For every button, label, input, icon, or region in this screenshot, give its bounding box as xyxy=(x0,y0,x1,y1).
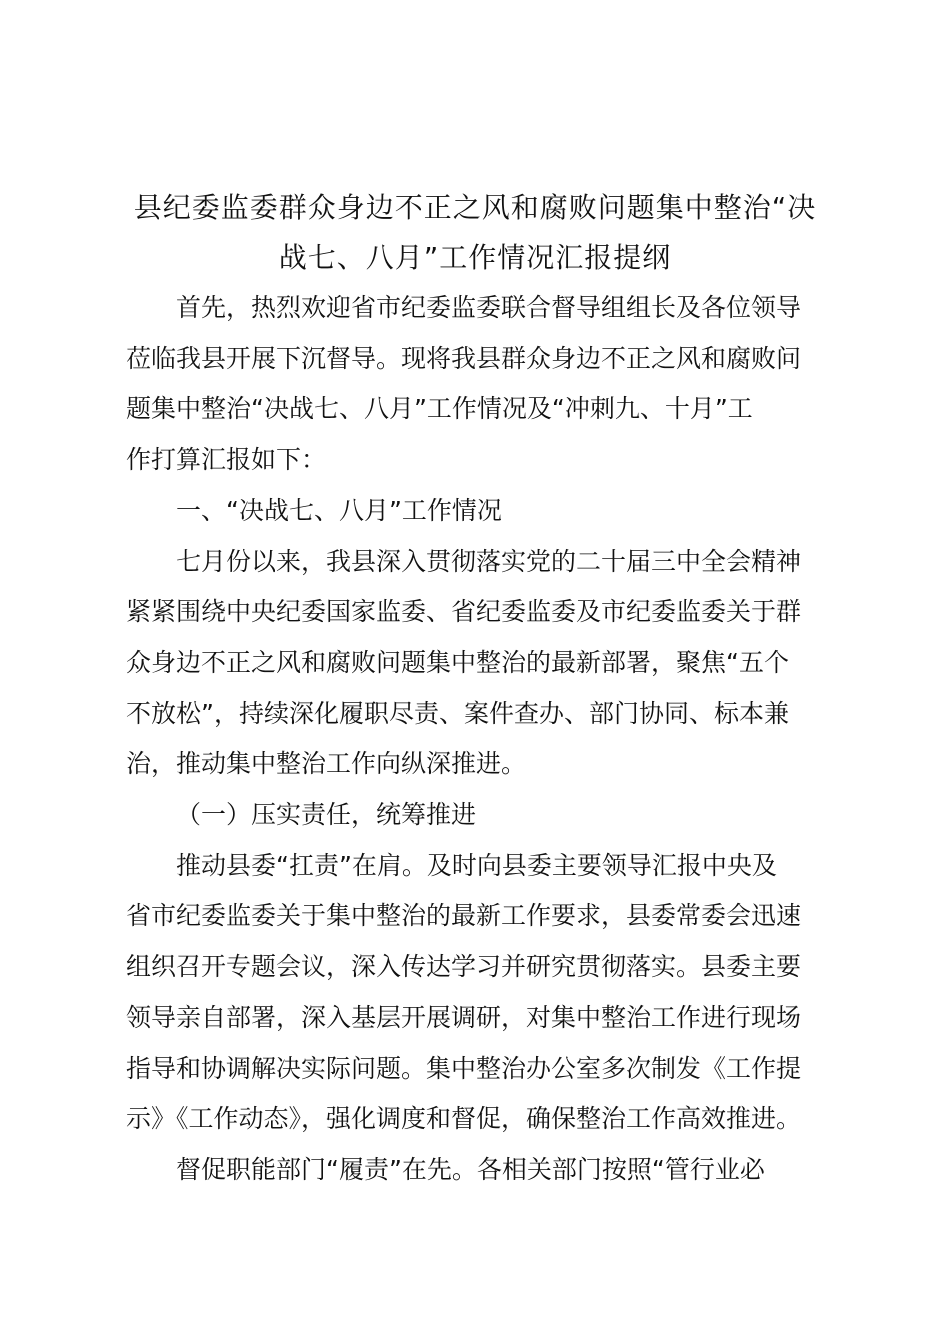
paragraph-line: 莅临我县开展下沉督导。现将我县群众身边不正之风和腐败问 xyxy=(126,343,802,373)
title-line: 战七、八月”工作情况汇报提纲 xyxy=(278,241,672,274)
body-paragraph xyxy=(126,841,832,1145)
paragraph-line: 七月份以来，我县深入贯彻落实党的二十届三中全会精神 xyxy=(176,546,802,576)
document-title xyxy=(118,183,832,283)
paragraph-line: 首先，热烈欢迎省市纪委监委联合督导组组长及各位领导 xyxy=(176,293,802,322)
paragraph-line: 不放松”，持续深化履职尽责、案件查办、部门协同、标本兼 xyxy=(126,698,789,728)
paragraph-line: 众身边不正之风和腐败问题集中整治的最新部署，聚焦“五个 xyxy=(126,647,789,677)
paragraph-line: 指导和协调解决实际问题。集中整治办公室多次制发《工作提 xyxy=(126,1053,802,1083)
heading-line: 一、“决战七、八月”工作情况 xyxy=(176,495,502,525)
paragraph-line: 省市纪委监委关于集中整治的最新工作要求，县委常委会迅速 xyxy=(126,901,802,931)
intro-paragraph xyxy=(126,283,832,486)
paragraph-line: 紧紧围绕中央纪委国家监委、省纪委监委及市纪委监委关于群 xyxy=(126,597,802,627)
paragraph-line: 组织召开专题会议，深入传达学习并研究贯彻落实。县委主要 xyxy=(126,952,802,982)
paragraph-line: 领导亲自部署，深入基层开展调研，对集中整治工作进行现场 xyxy=(126,1002,802,1032)
paragraph-line: 督促职能部门“履责”在先。各相关部门按照“管行业必 xyxy=(176,1154,765,1184)
paragraph-line: 作打算汇报如下： xyxy=(126,445,327,475)
section-heading xyxy=(126,486,832,537)
paragraph-line: 示》《工作动态》，强化调度和督促，确保整治工作高效推进。 xyxy=(126,1104,802,1134)
subsection-heading xyxy=(126,790,832,841)
body-paragraph xyxy=(126,1145,832,1196)
paragraph-line: 治，推动集中整治工作向纵深推进。 xyxy=(126,749,527,779)
paragraph-line: 推动县委“扛责”在肩。及时向县委主要领导汇报中央及 xyxy=(176,850,777,880)
heading-line: （一）压实责任，统筹推进 xyxy=(176,800,477,830)
paragraph-line: 题集中整治“决战七、八月”工作情况及“冲刺九、十月”工 xyxy=(126,394,753,424)
title-line: 县纪委监委群众身边不正之风和腐败问题集中整治“决 xyxy=(133,191,817,224)
document-body xyxy=(126,283,832,1196)
body-paragraph xyxy=(126,537,832,791)
